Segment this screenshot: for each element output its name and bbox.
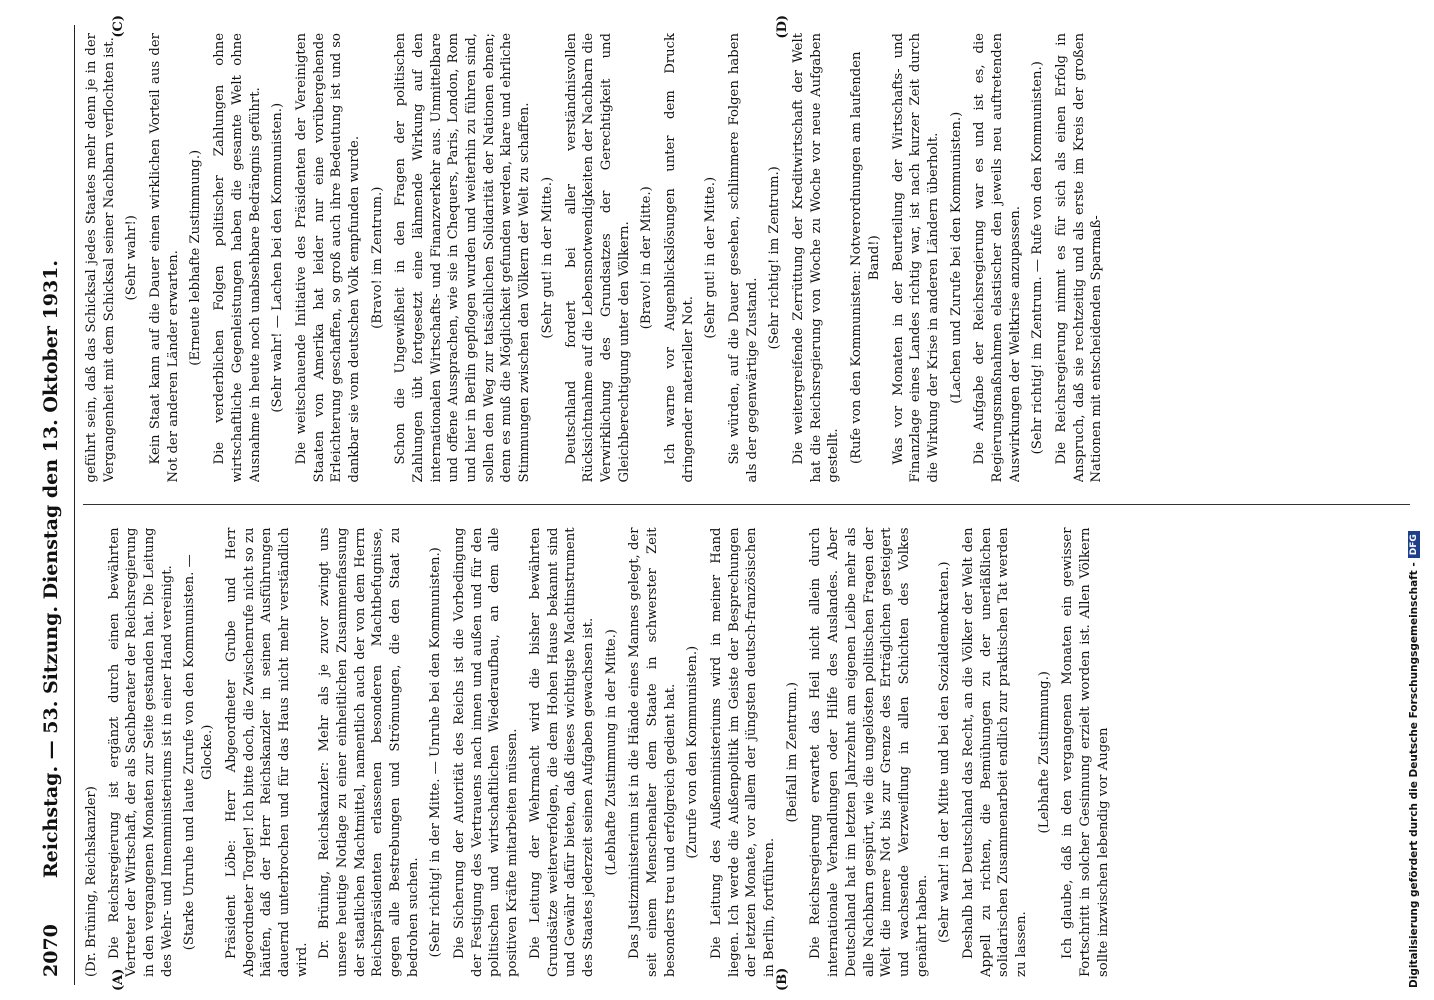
interjection: (Sehr wahr!)	[124, 215, 140, 301]
column-divider	[83, 505, 1410, 506]
rotated-document-page	[40, 15, 1410, 991]
paragraph: Deshalb hat Deutschland das Recht, an die Völker der Welt den Appell zu richten, die Bemühungen zu der unerläßlichen solidarischen Zusammenarbeit endlich zur praktischen Tat werden zu lassen.	[960, 527, 1029, 977]
page-title: Reichstag. — 53. Sitzung. Dienstag den 13. Oktober 1931.	[40, 259, 62, 879]
interjection: (Sehr gut! in der Mitte.)	[539, 176, 555, 339]
interjection: (Sehr richtig! im Zentrum.)	[767, 166, 783, 350]
interjection: (Rufe von den Kommunisten: Notverordnungen am laufenden Band!)	[849, 51, 882, 465]
credit-text: Digitalisierung gefördert durch die Deutsche Forschungsgemeinschaft -	[1408, 562, 1420, 988]
paragraph: Die Reichsregierung nimmt es für sich als einen Erfolg in Anspruch, daß sie rechtzeitig und als erste im Kreis der großen Nationen mit entscheidenden Sparmaß-	[1054, 33, 1105, 483]
interjection: (Lachen und Zurufe bei den Kommunisten.)	[948, 111, 964, 404]
paragraph: Die Reichsregierung erwartet das Heil nicht allein durch internationale Verhandlungen oder Hilfe des Auslandes. Aber Deutschland hat im letzten Jahrzehnt am eigenen Leibe mehr als alle Nachbarn gespürt, wie die ungelösten politischen Fragen der Welt die innere Not bis zur Grenze des Erträglichen gesteigert und wachsende Verzweiflung in allen Schichten des Volkes genährt haben.	[808, 527, 930, 977]
paragraph: Ich warne vor Augenblickslösungen unter dem Druck dringender materieller Not.	[662, 33, 696, 483]
interjection: (Lebhafte Zustimmung in der Mitte.)	[603, 629, 619, 876]
paragraph: Ich glaube, daß in den vergangenen Monaten ein gewisser Fortschritt in solcher Gesinnung erzielt worden ist. Allen Völkern sollte inzwischen lebendig vor Augen	[1060, 527, 1111, 977]
interjection: (Sehr richtig! in der Mitte. — Unruhe bei den Kommunisten.)	[428, 547, 444, 958]
paragraph: Die Leitung der Wehrmacht wird die bisher bewährten Grundsätze weiterverfolgen, die dem Hohen Hause bekannt sind und Gewähr dafür bieten, daß dieses wichtigste Machtinstrument des Staates jederzeit seinen Aufgaben gewachsen ist.	[527, 527, 596, 977]
paragraph: Die Aufgabe der Reichsregierung war es und ist es, die Regierungsmaßnahmen elastischer den jeweils neu auftretenden Auswirkungen der Weltkrise anzupassen.	[972, 33, 1023, 483]
interjection: (Lebhafte Zustimmung.)	[1036, 671, 1052, 834]
paragraph: Schon die Ungewißheit in den Fragen der politischen Zahlungen übt fortgesetzt eine lähmende Wirkung auf den internationalen Wirtschafts- und Finanzverkehr aus. Unmittelbare und offene Aussprachen, wie sie in Chequers, Paris, London, Rom und hier in Berlin gepflogen wurden und weiterhin zu führen sind, sollen den Weg zur tatsächlichen Solidarität der Nationen ebnen; denn es muß die Möglichkeit gefunden werden, klare und ehrliche Stimmungen zwischen den Völkern der Welt zu schaffen.	[393, 33, 533, 483]
paragraph: Die Reichsregierung ist ergänzt durch einen bewährten Vertreter der Wirtschaft, der als Sachberater der Reichsregierung in den vergangenen Monaten zur Seite gestanden hat. Die Leitung des Wehr- und Innenministeriums ist in einer Hand vereinigt.	[106, 527, 175, 977]
right-column	[83, 33, 1410, 483]
page-number: 2070	[40, 924, 62, 977]
text-columns	[75, 15, 1410, 991]
paragraph: Die verderblichen Folgen politischer Zahlungen ohne wirtschaftliche Gegenleistungen haben die gesamte Welt ohne Ausnahme in heute noch unabsehbare Bedrängnis geführt.	[212, 33, 263, 483]
paragraph: Was vor Monaten in der Beurteilung der Wirtschafts- und Finanzlage eines Landes richtig war, ist nach kurzer Zeit durch die Wirkung der Krise in anderen Ländern überholt.	[890, 33, 941, 483]
paragraph: Sie würden, auf die Dauer gesehen, schlimmere Folgen haben als der gegenwärtige Zustand.	[727, 33, 760, 483]
interjection: (Zurufe von den Kommunisten.)	[685, 645, 701, 859]
marker-d: (D)	[775, 15, 790, 39]
marker-a: (A)	[111, 968, 126, 991]
digitization-credit	[1408, 8, 1430, 988]
interjection: (Starke Unruhe und laute Zurufe von den Kommunisten. — Glocke.)	[182, 554, 216, 951]
interjection: (Sehr richtig! im Zentrum. — Rufe von den Kommunisten.)	[1030, 61, 1046, 455]
marker-b: (B)	[775, 967, 790, 991]
marker-c: (C)	[111, 15, 126, 38]
paragraph: (Dr. Brüning, Reichskanzler)	[84, 786, 99, 977]
paragraph: Das Justizministerium ist in die Hände eines Mannes gelegt, der seit einem Menschenalter dem Staate in schwerster Zeit besonders treu und erfolgreich gedient hat.	[627, 527, 678, 977]
paragraph: Kein Staat kann auf die Dauer einen wirklichen Vorteil aus der Not der anderen Länder erwarten.	[148, 33, 181, 483]
dfg-logo: DFG	[1408, 531, 1420, 558]
interjection: (Bravo! im Zentrum.)	[369, 186, 385, 329]
paragraph: Deutschland fordert bei aller verständnisvollen Rücksichtnahme auf die Lebensnotwendigkeiten der Nachbarn die Verwirklichung des Grundsatzes der Gerechtigkeit und Gleichberechtigung unter den Völkern.	[563, 33, 632, 483]
interjection: (Erneute lebhafte Zustimmung.)	[188, 149, 204, 366]
interjection: (Sehr wahr! — Lachen bei den Kommunisten.)	[270, 102, 286, 413]
interjection: (Sehr gut! in der Mitte.)	[703, 176, 719, 339]
paragraph: Dr. Brüning, Reichskanzler: Mehr als je zuvor zwingt uns unsere heutige Notlage zu einer einheitlichen Zusammenfassung der staatlichen Machtmittel, namentlich auch der von dem Herrn Reichspräsidenten erlassenen besonderen Machtbefugnisse, gegen alle Bestrebungen und Strömungen, die den Staat zu bedrohen suchen.	[317, 527, 421, 977]
left-column	[83, 528, 1410, 978]
paragraph: Die weitschauende Initiative des Präsidenten der Vereinigten Staaten von Amerika hat leider nur eine vorübergehende Erleichterung geschaffen, so groß auch ihre Bedeutung ist und so dankbar sie vom deutschen Volk empfunden wurde.	[293, 33, 362, 483]
paragraph: Präsident Löbe: Herr Abgeordneter Grube und Herr Abgeordneter Torgler! Ich bitte doch, die Zwischenrufe nicht so zu häufen, daß der Herr Reichskanzler in seinen Ausführungen dauernd unterbrochen und für das Haus nicht mehr verständlich wird.	[223, 527, 310, 977]
paragraph: Die weitergreifende Zerrüttung der Kreditwirtschaft der Welt hat die Reichsregierung von Woche zu Woche vor neue Aufgaben gestellt.	[791, 33, 842, 483]
running-head	[40, 25, 75, 985]
paragraph: Die Leitung des Außenministeriums wird in meiner Hand liegen. Ich werde die Außenpolitik im Geiste der Besprechungen der letzten Monate, vor allem der jüngsten deutsch-französischen in Berlin, fortführen.	[709, 527, 778, 977]
interjection: (Beifall im Zentrum.)	[784, 681, 800, 823]
interjection: (Sehr wahr! in der Mitte und bei den Sozialdemokraten.)	[937, 561, 953, 944]
interjection: (Bravo! in der Mitte.)	[639, 186, 655, 330]
paragraph: Die Sicherung der Autorität des Reichs ist die Vorbedingung der Festigung des Vertrauens nach innen und außen und für den politischen und wirtschaftlichen Wiederaufbau, an dem alle positiven Kräfte mitarbeiten müssen.	[452, 527, 521, 977]
paragraph: geführt sein, daß das Schicksal jedes Staates mehr denn je in der Vergangenheit mit dem Schicksal seiner Nachbarn verflochten ist.	[84, 33, 117, 483]
